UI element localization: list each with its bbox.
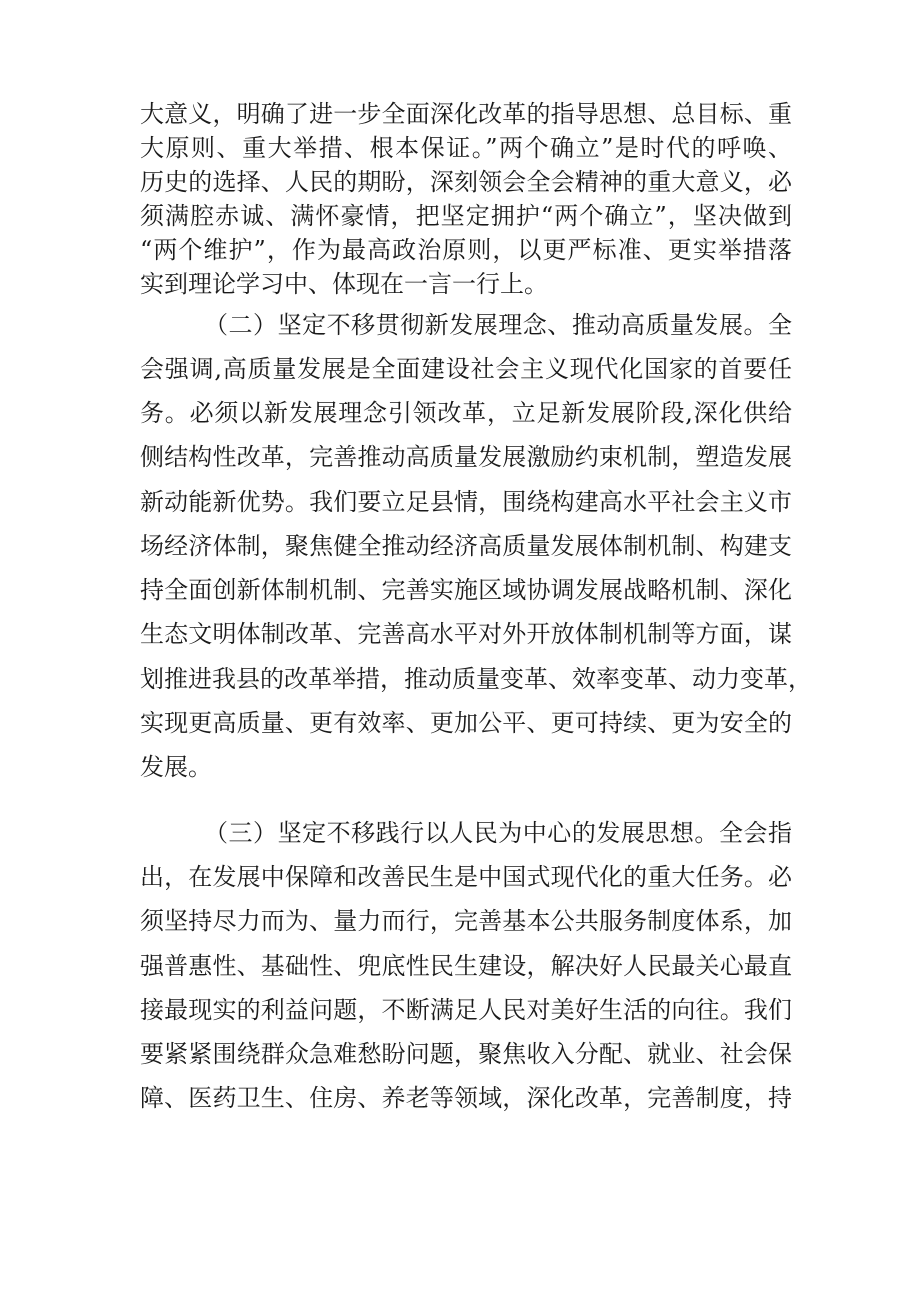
text-line: 须坚持尽力而为、量力而行，完善基本公共服务制度体系，加 [140,907,792,935]
text-line: 会强调,高质量发展是全面建设社会主义现代化国家的首要任 [140,355,792,383]
text-line: 要紧紧围绕群众急难愁盼问题，聚焦收入分配、就业、社会保 [140,1040,792,1068]
text-line: 历史的选择、人民的期盼，深刻领会全会精神的重大意义，必 [140,168,792,196]
text-line: 大意义，明确了进一步全面深化改革的指导思想、总目标、重 [140,100,792,128]
text-line: 须满腔赤诚、满怀豪情，把坚定拥护“两个确立”，坚决做到 [140,202,792,230]
text-line: 出，在发展中保障和改善民生是中国式现代化的重大任务。必 [140,863,792,891]
text-line: 障、医药卫生、住房、养老等领域，深化改革，完善制度，持 [140,1084,792,1112]
text-line: 实现更高质量、更有效率、更加公平、更可持续、更为安全的 [140,709,792,737]
text-line: 生态文明体制改革、完善高水平对外开放体制机制等方面，谋 [140,620,792,648]
text-line: 持全面创新体制机制、完善实施区域协调发展战略机制、深化 [140,576,792,604]
paragraph-heading-3: （三）坚定不移践行以人民为中心的发展思想。全会指 [204,819,792,847]
text-line: 侧结构性改革，完善推动高质量发展激励约束机制，塑造发展 [140,443,792,471]
text-line: 大原则、重大举措、根本保证。”两个确立”是时代的呼唤、 [140,134,792,162]
text-line: 强普惠性、基础性、兜底性民生建设，解决好人民最关心最直 [140,952,792,980]
text-line: 务。必须以新发展理念引领改革，立足新发展阶段,深化供给 [140,399,792,427]
text-line: 新动能新优势。我们要立足县情，围绕构建高水平社会主义市 [140,488,792,516]
text-line: “两个维护”，作为最高政治原则，以更严标准、更实举措落 [140,236,792,264]
text-line: 划推进我县的改革举措，推动质量变革、效率变革、动力变革， [140,665,812,693]
text-line: 场经济体制，聚焦健全推动经济高质量发展体制机制、构建支 [140,532,792,560]
paragraph-heading-2: （二）坚定不移贯彻新发展理念、推动高质量发展。全 [204,311,792,339]
text-line: 接最现实的利益问题，不断满足人民对美好生活的向往。我们 [140,996,792,1024]
text-line: 发展。 [140,753,212,781]
text-line: 实到理论学习中、体现在一言一行上。 [140,270,548,298]
